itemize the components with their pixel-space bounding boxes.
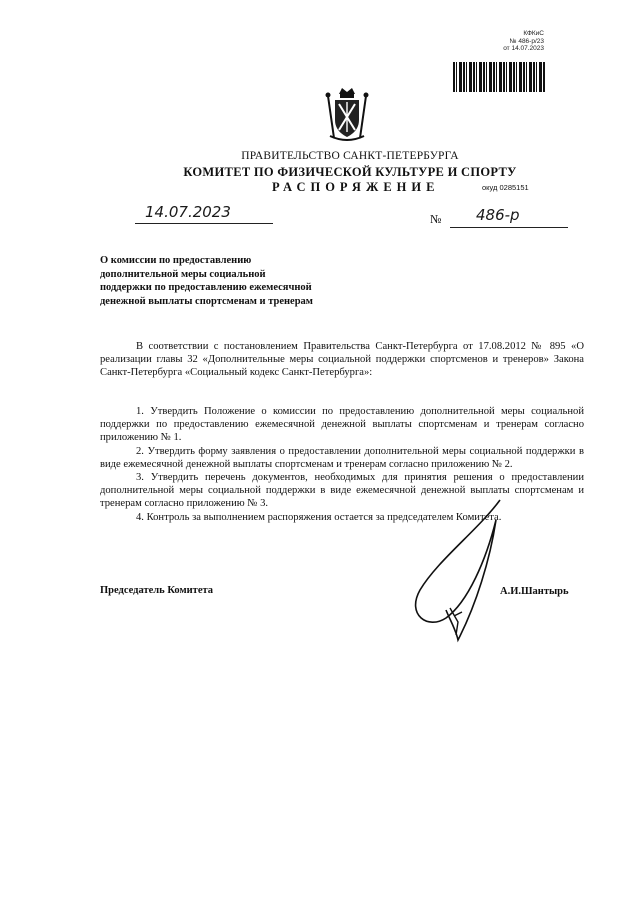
document-type: РАСПОРЯЖЕНИЕ (272, 180, 440, 194)
number-prefix: № (430, 212, 442, 226)
okud-code: окуд 0285151 (482, 183, 529, 192)
title-line-3: поддержки по предоставлению ежемесячной (100, 282, 312, 293)
spb-coat-of-arms-icon (322, 86, 372, 142)
title-line-1: О комиссии по предоставлению (100, 255, 252, 266)
stamp-line-3: от 14.07.2023 (503, 45, 544, 52)
committee-name: КОМИТЕТ ПО ФИЗИЧЕСКОЙ КУЛЬТУРЕ И СПОРТУ (183, 165, 517, 179)
title-line-4: денежной выплаты спортсменам и тренерам (100, 295, 313, 307)
document-title (100, 254, 313, 308)
date-value: 14.07.2023 (145, 203, 231, 221)
barcode (453, 62, 545, 92)
stamp-line-2: № 486-р/23 (509, 37, 544, 45)
signatory-position: Председатель Комитета (100, 585, 214, 596)
title-line-2: дополнительной меры социальной (100, 268, 266, 280)
preamble-paragraph: В соответствии с постановлением Правительства Санкт-Петербурга от 17.08.2012 № 895 «О реализации главы 32 «Дополнительные меры социальной поддержки спортсменов и тренеров» Закона Санкт-Петербурга «Социальный кодекс Санкт-Петербурга»: (100, 341, 584, 379)
number-value: 486-р (476, 206, 520, 224)
number-field (430, 206, 570, 228)
date-field (135, 205, 273, 224)
signature-scribble-icon (398, 490, 518, 655)
stamp-line-1: КФКиС (523, 30, 544, 37)
item-2: 2. Утвердить форму заявления о предоставлении дополнительной меры социальной поддержки в виде ежемесячной денежной выплаты спортсменам и тренерам согласно приложению № 2. (100, 445, 584, 470)
government-name: ПРАВИТЕЛЬСТВО САНКТ-ПЕТЕРБУРГА (241, 150, 459, 162)
signatory-name: А.И.Шантырь (500, 586, 569, 597)
item-1: 1. Утвердить Положение о комиссии по предоставлению дополнительной меры социальной поддержки по предоставлению ежемесячной денежной выплаты спортсменам и тренерам согласно приложению № 1. (100, 406, 584, 444)
registration-stamp (470, 30, 544, 53)
item-4: 4. Контроль за выполнением распоряжения остается за председателем Комитета. (136, 511, 502, 523)
item-3: 3. Утвердить перечень документов, необходимых для принятия решения о предоставлении дополнительной меры социальной поддержки в виде ежемесячной денежной выплаты спортсменам и тренерам согласно приложению № 3. (100, 472, 584, 510)
